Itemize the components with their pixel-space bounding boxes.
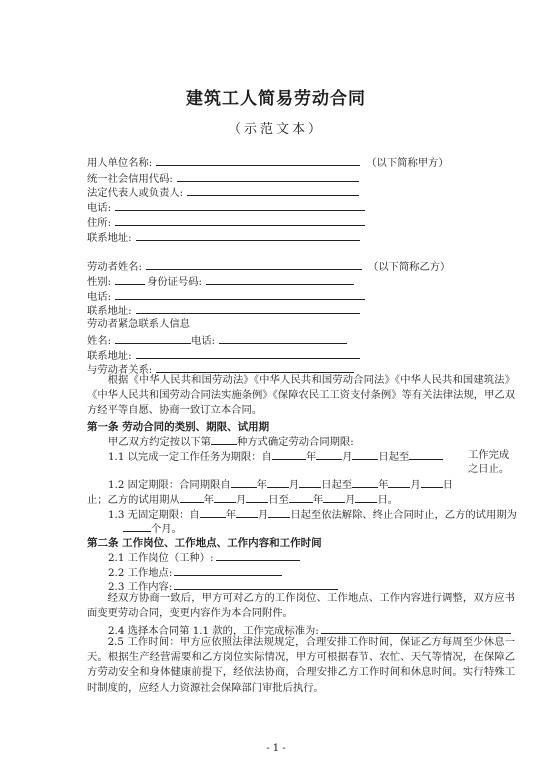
probation-year-label-2: 年 [312, 494, 324, 506]
id-number-label: 身份证号码: [147, 276, 203, 288]
emergency-phone-label: 电话: [191, 335, 216, 347]
relation-field[interactable] [156, 361, 354, 373]
clause-1-2-probation [87, 491, 398, 507]
emergency-address-field[interactable] [136, 347, 360, 359]
emergency-address-label: 联系地址: [87, 350, 132, 362]
worker-phone-field[interactable] [115, 288, 365, 300]
adjustment-paragraph: 经双方协商一致后，甲方可对乙方的工作岗位、工作地点、工作内容进行调整，双方应书面变更劳动合同，变更内容作为本合同附件。 [87, 592, 515, 620]
clause-1-2-year-label-2: 年 [378, 479, 389, 491]
worker-name-label: 劳动者姓名: [87, 261, 142, 273]
clause-1-1-task-field[interactable] [409, 448, 443, 460]
worker-name-note: （以下简称乙方） [367, 261, 451, 273]
emergency-phone-field[interactable] [219, 332, 347, 344]
clause-1-1 [108, 448, 443, 464]
clause-1-2-month-label-2: 月 [410, 479, 421, 491]
relation-label: 与劳动者关系: [87, 364, 153, 376]
clause-2-1-label: 2.1 工作岗位（工种）: [108, 552, 214, 564]
employer-name-note: （以下简称甲方） [366, 157, 449, 169]
clause-1-2-end-day-field[interactable] [421, 476, 443, 488]
clause-1-3-text-2: 日起至依法解除、终止合同时止，乙方的试用期为 [290, 509, 517, 521]
worker-contact-address-field[interactable] [136, 302, 360, 314]
article-1-intro-text-2: 种方式确定劳动合同期限: [236, 436, 354, 448]
clause-1-2-end-month-field[interactable] [388, 476, 410, 488]
article-1-intro [108, 433, 354, 449]
worker-name-line [87, 258, 450, 274]
employer-contact-address-field[interactable] [136, 229, 360, 241]
article-2-heading: 第二条 工作岗位、工作地点、工作内容和工作时间 [87, 537, 322, 549]
gender-label: 性别: [87, 276, 112, 288]
probation-end-day-field[interactable] [355, 491, 377, 503]
work-content-field[interactable] [174, 578, 338, 590]
clause-1-3-day-field[interactable] [268, 506, 290, 518]
clause-2-2-label: 2.2 工作地点: [108, 567, 173, 579]
document-subtitle: （示范文本） [227, 122, 324, 137]
emergency-name-label: 姓名: [87, 335, 112, 347]
clause-1-1-until: 日起至 [378, 451, 410, 463]
preamble-paragraph: 根据《中华人民共和国劳动法》《中华人民共和国劳动合同法》《中华人民共和国建筑法》《中华人民共和国劳动合同法实施条例》《保障农民工工资支付条例》等有关法律法规，甲乙双方经平等自愿、协商一致订立本合同。 [87, 374, 515, 417]
clause-1-2-start-year-field[interactable] [231, 476, 257, 488]
legal-rep-field[interactable] [187, 184, 359, 196]
employer-name-line [87, 154, 449, 170]
clause-2-1 [108, 549, 300, 565]
clause-1-1-year-field[interactable] [272, 448, 306, 460]
legal-rep-label: 法定代表人或负责人: [87, 187, 184, 199]
clause-1-3-text: 1.3 无固定期限：自 [108, 509, 200, 521]
probation-until: 日至 [268, 494, 289, 506]
contract-type-field[interactable] [211, 433, 237, 445]
article-1-heading: 第一条 劳动合同的类别、期限、试用期 [87, 421, 270, 433]
clause-1-2-until: 日起至 [321, 479, 353, 491]
probation-day-label: 日。 [377, 494, 399, 506]
employer-name-field[interactable] [156, 154, 360, 166]
clause-1-1-day-field[interactable] [352, 448, 378, 460]
clause-1-2-day-label: 日 [442, 479, 453, 491]
probation-start-month-field[interactable] [214, 491, 236, 503]
clause-1-1-month-field[interactable] [316, 448, 342, 460]
clause-2-3-label: 2.3 工作内容: [108, 581, 173, 593]
clause-1-1-month-label: 月 [342, 451, 353, 463]
probation-end-month-field[interactable] [323, 491, 345, 503]
legal-rep-line [87, 184, 359, 200]
article-1-intro-text: 甲乙双方约定按以下第 [108, 436, 211, 448]
employer-address-line [87, 214, 365, 230]
clause-1-2-start-day-field[interactable] [299, 476, 321, 488]
credit-code-field[interactable] [177, 170, 359, 182]
clause-1-2-end-year-field[interactable] [352, 476, 378, 488]
clause-1-2-start-month-field[interactable] [267, 476, 289, 488]
employer-phone-field[interactable] [115, 199, 365, 211]
probation-month-label-2: 月 [345, 494, 356, 506]
clause-1-3-year-field[interactable] [200, 506, 226, 518]
clause-1-3-probation [87, 520, 182, 536]
employer-phone-line [87, 199, 365, 215]
employer-contact-address-line [87, 229, 360, 245]
clause-1-1-text: 1.1 以完成一定工作任务为期限：自 [108, 451, 272, 463]
clause-1-3-month-label: 月 [258, 509, 269, 521]
probation-start-day-field[interactable] [246, 491, 268, 503]
credit-code-label: 统一社会信用代码: [87, 173, 173, 185]
clause-1-2-text: 1.2 固定期限：合同期限自 [108, 479, 231, 491]
worker-name-field[interactable] [146, 258, 362, 270]
clause-2-4-label: 2.4 选择本合同第 1.1 款的，工作完成标准为: [108, 625, 319, 637]
clause-2-5-paragraph: 2.5 工作时间：甲方应依照法律法规规定，合理安排工作时间，保证乙方每周至少休息一天。根据生产经营需要和乙方岗位实际情况，甲方可根据春节、农忙、天气等情况，在保障乙方劳动安全和身体健康前提下，经依法协商，合理安排乙方工作时间和休息时间。实行特殊工时制度的，应经人力资源社会保障部门审批后执行。 [87, 636, 515, 694]
employer-name-label: 用人单位名称: [87, 157, 153, 169]
probation-month-label: 月 [235, 494, 247, 506]
emergency-name-field[interactable] [115, 332, 191, 344]
clause-1-3-probation-months-field[interactable] [123, 520, 151, 532]
completion-standard-field[interactable] [321, 622, 511, 634]
clause-1-2 [108, 476, 453, 492]
id-number-field[interactable] [206, 273, 354, 285]
emergency-heading: 劳动者紧急联系人信息 [87, 318, 190, 330]
employer-address-label: 住所: [87, 217, 112, 229]
worker-contact-address-line [87, 302, 360, 318]
employer-phone-label: 电话: [87, 202, 112, 214]
clause-1-3-month-field[interactable] [236, 506, 258, 518]
gender-id-line [87, 273, 354, 289]
gender-field[interactable] [115, 273, 145, 285]
employer-contact-address-label: 联系地址: [87, 232, 132, 244]
clause-1-3-months-label: 个月。 [151, 523, 182, 535]
clause-1-1-end [468, 448, 518, 476]
clause-1-3-year-label: 年 [225, 509, 237, 521]
clause-1-2-year-label: 年 [256, 479, 267, 491]
job-position-field[interactable] [216, 549, 300, 561]
clause-1-2-month-label: 月 [288, 479, 300, 491]
worker-phone-label: 电话: [87, 291, 112, 303]
probation-end-year-field[interactable] [289, 491, 313, 503]
clause-1-1-end-text: 工作完成之日止。 [468, 449, 510, 475]
probation-year-label: 年 [203, 494, 214, 506]
page-number: - 1 - [266, 743, 286, 754]
document-title: 建筑工人简易劳动合同 [186, 89, 366, 109]
clause-1-1-year-label: 年 [305, 451, 317, 463]
employer-address-field[interactable] [115, 214, 365, 226]
emergency-name-phone-line [87, 332, 347, 348]
clause-1-2-probation-text: 止；乙方的试用期从 [87, 494, 180, 506]
work-location-field[interactable] [174, 564, 282, 576]
worker-contact-address-label: 联系地址: [87, 305, 132, 317]
probation-start-year-field[interactable] [180, 491, 204, 503]
